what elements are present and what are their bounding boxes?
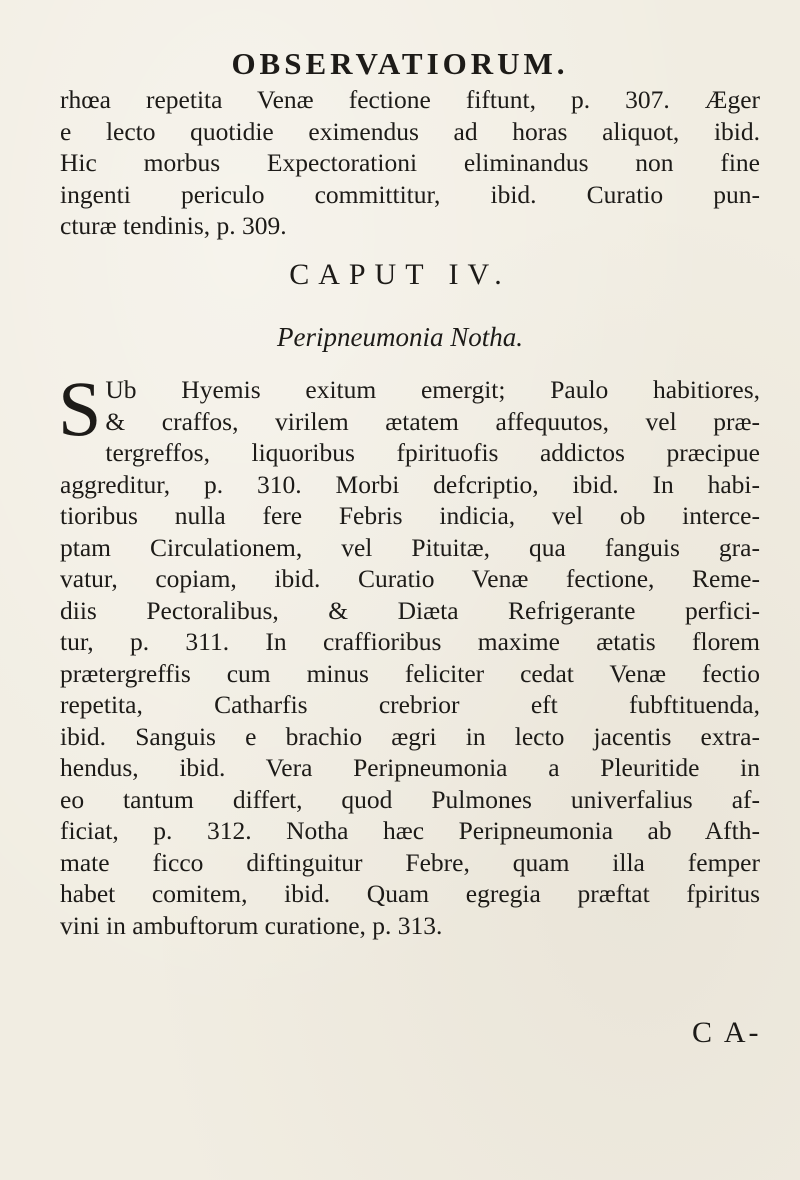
text-line: habet comitem, ibid. Quam egregia præftat fpiritus xyxy=(60,879,760,908)
text-line: tioribus nulla fere Febris indicia, vel ob interce- xyxy=(60,501,760,530)
drop-cap: S xyxy=(58,365,102,452)
text-line: tur, p. 311. In craffioribus maxime ætatis florem xyxy=(60,627,760,656)
text-line: prætergreffis cum minus feliciter cedat Venæ fectio xyxy=(60,658,760,688)
intro-paragraph xyxy=(60,84,760,242)
main-paragraph xyxy=(58,365,760,941)
chapter-heading: CAPUT IV. xyxy=(289,258,511,291)
text-line: cturæ tendinis, p. 309. xyxy=(60,211,287,240)
text-line: hendus, ibid. Vera Peripneumonia a Pleuritide in xyxy=(60,753,760,782)
text-line: Ub Hyemis exitum emergit; Paulo habitiores, xyxy=(105,375,760,404)
text-line: aggreditur, p. 310. Morbi defcriptio, ibid. In habi- xyxy=(60,469,760,499)
text-line: vatur, copiam, ibid. Curatio Venæ fectione, Reme- xyxy=(60,564,760,593)
text-line: ptam Circulationem, vel Pituitæ, qua fanguis gra- xyxy=(60,532,760,562)
text-line: ficiat, p. 312. Notha hæc Peripneumonia ab Afth- xyxy=(60,816,760,845)
text-line: eo tantum differt, quod Pulmones univerfalius af- xyxy=(60,784,760,814)
text-line: mate ficco diftinguitur Febre, quam illa femper xyxy=(60,847,760,877)
text-line: Hic morbus Expectorationi eliminandus non fine xyxy=(60,148,760,177)
text-line: vini in ambuftorum curatione, p. 313. xyxy=(60,910,443,940)
text-line: ingenti periculo committitur, ibid. Curatio pun- xyxy=(60,179,760,209)
text-line: rhœa repetita Venæ fectione fiftunt, p. 307. Æger xyxy=(60,85,760,114)
running-head: OBSERVATIORUM. xyxy=(231,46,569,81)
text-line: ibid. Sanguis e brachio ægri in lecto jacentis extra- xyxy=(60,721,760,751)
section-title: Peripneumonia Notha. xyxy=(277,322,523,352)
text-line: tergreffos, liquoribus fpirituofis addictos præcipue xyxy=(105,438,760,467)
text-line: repetita, Catharfis crebrior eft fubftituenda, xyxy=(60,690,760,719)
text-line: diis Pectoralibus, & Diæta Refrigerante perfici- xyxy=(60,595,760,625)
text-line: & craffos, virilem ætatem affequutos, vel præ- xyxy=(105,406,760,436)
catchword: C A- xyxy=(692,1016,762,1049)
text-line: e lecto quotidie eximendus ad horas aliquot, ibid. xyxy=(60,116,760,146)
